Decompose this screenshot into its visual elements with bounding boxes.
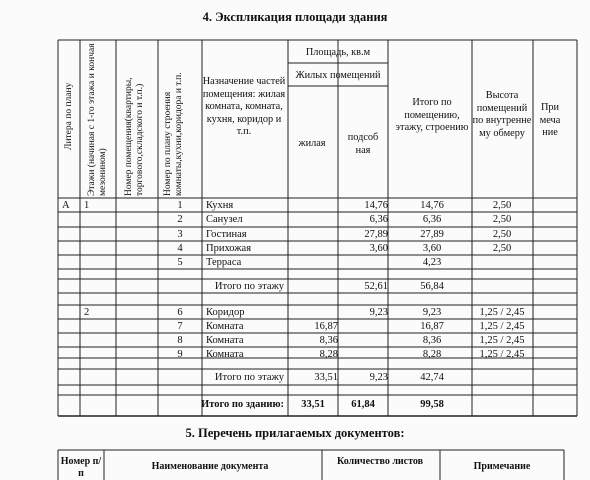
header-pomeshchenie: Номер помещения(квартиры, торгового,складского и т.п.)	[124, 77, 145, 196]
row-vysota: 2,50	[492, 243, 512, 254]
row-name: Комната	[206, 335, 244, 346]
header-nomer-komnaty: Номер по плану строения комнаты,кухни,коридора и т.п.	[163, 72, 184, 196]
row-num: 5	[177, 257, 183, 268]
header-vysota: Высота помещений по внутренне му обмеру	[472, 90, 532, 139]
subtotal-podsobnaya: 52,61	[364, 281, 388, 292]
row-name: Гостиная	[206, 229, 247, 240]
row-zhilaya: 8,28	[319, 349, 338, 360]
row-litera: А	[62, 200, 70, 211]
row-itogo: 9,23	[422, 307, 442, 318]
total-podsobnaya: 61,84	[351, 399, 375, 410]
total-itogo: 99,58	[420, 399, 444, 410]
doc-header-kolichestvo: Количество листов	[336, 456, 424, 467]
row-vysota: 2,50	[492, 200, 512, 211]
header-etazh: Этажи (начиная с 1-го этажа и кончая мезонином)	[87, 43, 108, 196]
header-zhilykh: Жилых помещений	[295, 70, 381, 81]
header-ploshchad: Площадь, кв.м	[305, 47, 371, 58]
header-zhilaya: жилая	[298, 138, 326, 149]
row-podsobnaya: 14,76	[364, 200, 388, 211]
row-vysota: 1,25 / 2,45	[479, 349, 525, 360]
row-itogo: 27,89	[420, 229, 444, 240]
row-podsobnaya: 9,23	[369, 307, 388, 318]
row-num: 4	[177, 243, 183, 254]
total-zhilaya: 33,51	[301, 399, 325, 410]
subtotal-label: Итого по этажу	[214, 281, 284, 292]
row-name: Санузел	[206, 214, 243, 225]
subtotal-itogo: 42,74	[420, 372, 444, 383]
row-num: 7	[177, 321, 183, 332]
row-vysota: 1,25 / 2,45	[479, 321, 525, 332]
row-vysota: 1,25 / 2,45	[479, 335, 525, 346]
row-name: Прихожая	[206, 243, 252, 254]
row-num: 6	[177, 307, 183, 318]
subtotal-label: Итого по этажу	[214, 372, 284, 383]
row-name: Комната	[206, 321, 244, 332]
row-itogo: 6,36	[422, 214, 442, 225]
doc-header-primechanie: Примечание	[473, 461, 531, 472]
row-num: 1	[177, 200, 183, 211]
row-name: Коридор	[206, 307, 245, 318]
doc-header-nomer: Номер п/п	[60, 456, 102, 479]
row-vysota: 2,50	[492, 229, 512, 240]
explication-title: 4. Экспликация площади здания	[202, 10, 388, 24]
row-zhilaya: 8,36	[319, 335, 338, 346]
row-num: 3	[177, 229, 183, 240]
row-num: 2	[177, 214, 183, 225]
row-podsobnaya: 6,36	[369, 214, 388, 225]
subtotal-zhilaya: 33,51	[314, 372, 338, 383]
row-itogo: 8,36	[422, 335, 442, 346]
row-etazh: 2	[84, 307, 90, 318]
row-vysota: 1,25 / 2,45	[479, 307, 525, 318]
row-podsobnaya: 3,60	[369, 243, 388, 254]
row-zhilaya: 16,87	[314, 321, 338, 332]
row-name: Кухня	[206, 200, 234, 211]
row-itogo: 4,23	[422, 257, 442, 268]
total-label: Итого по зданию:	[201, 399, 284, 410]
header-itogo: Итого по помещению, этажу, строению	[395, 97, 469, 133]
row-itogo: 8,28	[422, 349, 442, 360]
row-vysota: 2,50	[492, 214, 512, 225]
row-itogo: 16,87	[420, 321, 444, 332]
header-naznachenie: Назначение частей помещения: жилая комната, комната, кухня, коридор и т.п.	[202, 76, 286, 137]
header-podsobnaya: подсоб ная	[347, 132, 379, 156]
documents-title: 5. Перечень прилагаемых документов:	[185, 426, 405, 440]
row-itogo: 3,60	[422, 243, 442, 254]
header-litera: Литера по плану	[64, 82, 74, 150]
header-primechanie: При меча ние	[539, 102, 561, 138]
row-name: Комната	[206, 349, 244, 360]
row-name: Терраса	[206, 257, 242, 268]
doc-header-naimenovanie: Наименование документа	[151, 461, 269, 472]
row-num: 8	[177, 335, 183, 346]
row-etazh: 1	[84, 200, 90, 211]
subtotal-podsobnaya: 9,23	[369, 372, 388, 383]
subtotal-itogo: 56,84	[420, 281, 444, 292]
row-itogo: 14,76	[420, 200, 444, 211]
row-num: 9	[177, 349, 183, 360]
row-podsobnaya: 27,89	[364, 229, 388, 240]
